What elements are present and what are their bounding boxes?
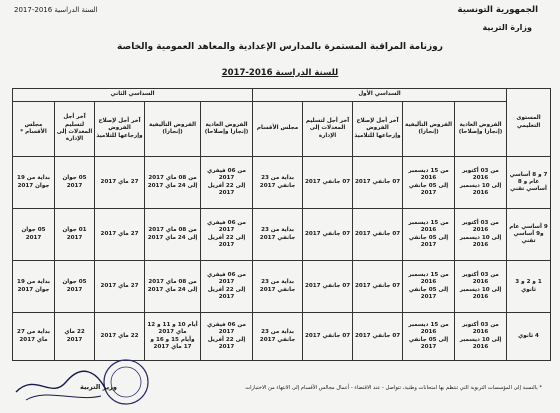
cell-s2-return: 27 ماي 2017 (95, 209, 145, 261)
cell-s2-oral: من 06 فيفري 2017 إلى 22 أفريل 2017 (201, 209, 253, 261)
table-row (13, 261, 551, 313)
header-s1-council: مجلس الأقسام (253, 102, 303, 157)
cell-s1-oral: من 03 أكتوبر 2016 إلى 10 ديسمبر 2016 (455, 209, 507, 261)
cell-s2-oral: من 06 فيفري 2017 إلى 22 أفريل 2017 (201, 157, 253, 209)
cell-s2-synthesis: أيام 10 و 11 و 12 ماي 2017 وأيام 15 و 16 و 17 ماي 2017 (145, 313, 201, 361)
cell-s2-synthesis: من 08 ماي 2017 إلى 24 ماي 2017 (145, 209, 201, 261)
cell-s2-admin: 01 جوان 2017 (55, 209, 95, 261)
cell-level: 7 و 8 أساسي عام و 8 أساسي تقني (507, 157, 551, 209)
cell-s2-admin: 05 جوان 2017 (55, 261, 95, 313)
cell-s1-council: بداية من 23 جانفي 2017 (253, 313, 303, 361)
cell-s2-council: بداية من 19 جوان 2017 (13, 261, 55, 313)
cell-s2-council: 05 جوان 2017 (13, 209, 55, 261)
header-s1-admin: آخر أجل لتسليم المعدلات إلى الإدارة (303, 102, 353, 157)
cell-s1-return: 07 جانفي 2017 (353, 261, 403, 313)
header-level: المستوى التعليمي (507, 89, 551, 157)
cell-level: 4 ثانوي (507, 313, 551, 361)
cell-s1-oral: من 03 أكتوبر 2016 إلى 10 ديسمبر 2016 (455, 157, 507, 209)
cell-s1-council: بداية من 23 جانفي 2017 (253, 261, 303, 313)
cell-s2-council: بداية من 19 جوان 2017 (13, 157, 55, 209)
header-s2-return: آخر أجل لإصلاح الفروض وإرجاعها للتلاميذ (95, 102, 145, 157)
cell-s1-synthesis: من 15 ديسمبر 2016 إلى 05 جانفي 2017 (403, 157, 455, 209)
table-header-row (13, 89, 551, 102)
cell-s2-oral: من 06 فيفري 2017 إلى 22 أفريل 2017 (201, 261, 253, 313)
stamp-inner-ring (111, 367, 141, 397)
cell-s1-admin: 07 جانفي 2017 (303, 209, 353, 261)
header-s2-synthesis: الفروض التأليفية (إنجازا) (145, 102, 201, 157)
header-s2-oral: الفروض العادية (إنجازا وإصلاحا) (201, 102, 253, 157)
schedule-table (12, 88, 551, 361)
cell-s2-oral: من 06 فيفري 2017 إلى 22 أفريل 2017 (201, 313, 253, 361)
table-row (13, 209, 551, 261)
cell-s2-council: بداية من 27 ماي 2017 (13, 313, 55, 361)
cell-s1-oral: من 03 أكتوبر 2016 إلى 10 ديسمبر 2016 (455, 261, 507, 313)
signature-underline (26, 395, 101, 400)
cell-s1-return: 07 جانفي 2017 (353, 157, 403, 209)
school-year-header: السنة الدراسية 2016-2017 (14, 6, 98, 14)
cell-level: 1 و 2 و 3 ثانوي (507, 261, 551, 313)
header-s2-council: مجلس الأقسام * (13, 102, 55, 157)
cell-s2-return: 27 ماي 2017 (95, 261, 145, 313)
document-subtitle: للسنة الدراسية 2016-2017 (221, 68, 339, 78)
ministry-header: وزارة التربية (482, 23, 532, 32)
header-s1-oral: الفروض العادية (إنجازا وإصلاحا) (455, 102, 507, 157)
cell-s1-admin: 07 جانفي 2017 (303, 313, 353, 361)
table-row (13, 157, 551, 209)
header-semester-2: السداسي الثاني (13, 89, 253, 102)
cell-s1-oral: من 03 أكتوبر 2016 إلى 10 ديسمبر 2016 (455, 313, 507, 361)
cell-s1-return: 07 جانفي 2017 (353, 209, 403, 261)
cell-s1-synthesis: من 15 ديسمبر 2016 إلى 05 جانفي 2017 (403, 313, 455, 361)
cell-s1-return: 07 جانفي 2017 (353, 313, 403, 361)
table-subheader-row (13, 102, 551, 157)
header-semester-1: السداسي الأول (253, 89, 507, 102)
footnote: * بالنسبة إلى المؤسسات التربوية التي تنتظم بها امتحانات وطنية، تتواصل - عند الاقتضاء - أعمال مجالس الأقسام إلى الانتهاء من الاختبارات (245, 385, 542, 391)
cell-s1-admin: 07 جانفي 2017 (303, 157, 353, 209)
cell-s2-admin: 05 جوان 2017 (55, 157, 95, 209)
document-title: روزنامة المراقبة المستمرة بالمدارس الإعدادية والمعاهد العمومية والخاصة (117, 42, 443, 52)
cell-s2-synthesis: من 08 ماي 2017 إلى 24 ماي 2017 (145, 261, 201, 313)
ministry-stamp-signature (6, 352, 156, 410)
cell-s1-admin: 07 جانفي 2017 (303, 261, 353, 313)
cell-s1-synthesis: من 15 ديسمبر 2016 إلى 05 جانفي 2017 (403, 261, 455, 313)
header-s1-return: آخر أجل لإصلاح الفروض وإرجاعها للتلاميذ (353, 102, 403, 157)
cell-level: 9 أساسي عام و9 أساسي تقني (507, 209, 551, 261)
header-s2-admin: آخر أجل لتسليم المعدلات إلى الإدارة (55, 102, 95, 157)
cell-s2-synthesis: من 08 ماي 2017 إلى 24 ماي 2017 (145, 157, 201, 209)
cell-s2-return: 27 ماي 2017 (95, 157, 145, 209)
cell-s2-return: 22 ماي 2017 (95, 313, 145, 361)
cell-s1-synthesis: من 15 ديسمبر 2016 إلى 05 جانفي 2017 (403, 209, 455, 261)
header-s1-synthesis: الفروض التأليفية (إنجازا) (403, 102, 455, 157)
signature-label: وزير التربية (80, 383, 117, 391)
cell-s1-council: بداية من 23 جانفي 2017 (253, 209, 303, 261)
cell-s2-admin: 22 ماي 2017 (55, 313, 95, 361)
cell-s1-council: بداية من 23 جانفي 2017 (253, 157, 303, 209)
republic-header: الجمهورية التونسية (457, 5, 538, 15)
